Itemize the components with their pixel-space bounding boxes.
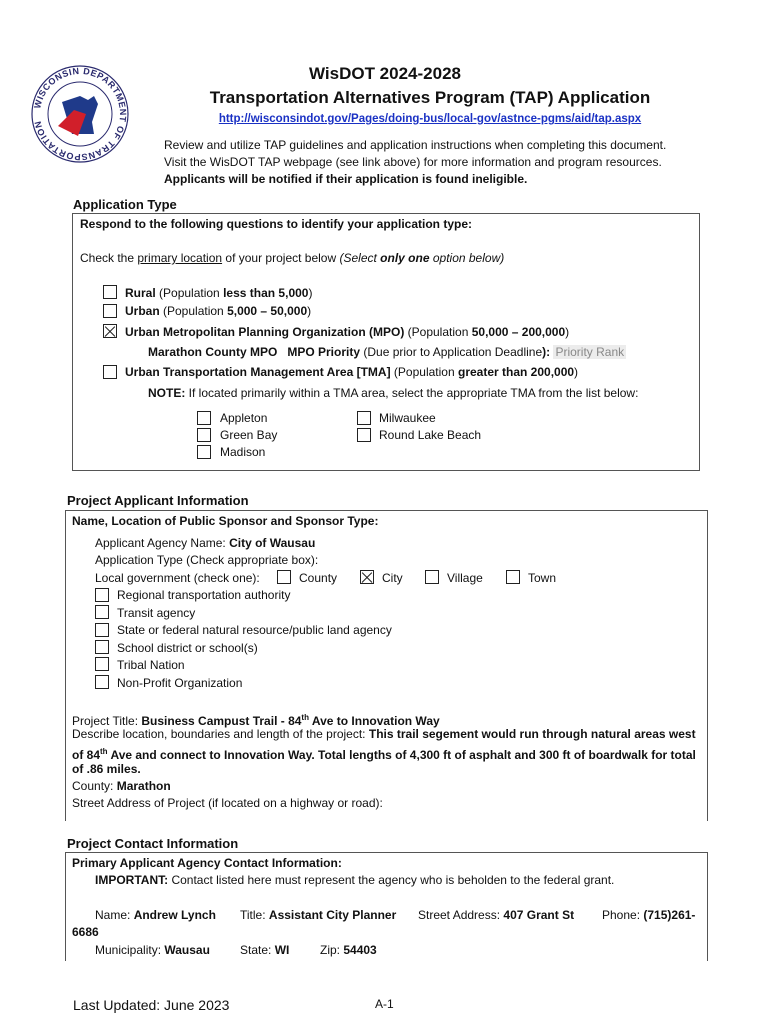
application-type-heading: Application Type [73,197,177,212]
checkbox-city[interactable] [360,570,374,584]
application-type-instruction: Respond to the following questions to identify your application type: [80,217,472,231]
checkbox-regional-transportation-authority[interactable] [95,588,109,602]
last-updated-footer: Last Updated: June 2023 [73,997,230,1013]
checkbox-transit-agency[interactable] [95,605,109,619]
project-contact-subheading: Primary Applicant Agency Contact Information: [72,856,342,870]
contact-zip-line: Zip: 54403 [320,943,377,957]
contact-title-value: Assistant City Planner [268,908,397,922]
village-option-label: Village [447,571,483,585]
page-number: A-1 [375,997,394,1011]
contact-title-line: Title: Assistant City Planner [240,908,397,922]
contact-phone-continuation: 6686 [72,925,99,939]
option-urban-mpo-label: Urban Metropolitan Planning Organization (MPO) (Population 50,000 – 200,000) [125,325,570,339]
priority-rank-field[interactable]: Priority Rank [555,345,625,359]
project-title-line: Project Title: Business Campust Trail - 84th Ave to Innovation Way [72,713,440,728]
checkbox-tma-milwaukee[interactable] [357,411,371,425]
tma-milwaukee-label: Milwaukee [379,411,436,425]
contact-municipality-value: Wausau [164,943,210,957]
option-urban-label: Urban (Population 5,000 – 50,000) [125,304,312,318]
city-option-label: City [382,571,403,585]
checkbox-urban[interactable] [103,304,117,318]
project-title-value: Business Campust Trail - 84th Ave to Innovation Way [141,713,440,728]
checkbox-natural-resource-agency[interactable] [95,623,109,637]
tma-green-bay-label: Green Bay [220,428,278,442]
contact-name-line: Name: Andrew Lynch [95,908,216,922]
checkbox-tma-green-bay[interactable] [197,428,211,442]
town-option-label: Town [528,571,557,585]
contact-zip-value: 54403 [343,943,377,957]
checkbox-rural[interactable] [103,285,117,299]
contact-street-line: Street Address: 407 Grant St [418,908,575,922]
tma-round-lake-beach-label: Round Lake Beach [379,428,482,442]
primary-location-prompt: Check the primary location of your project below (Select only one option below) [80,251,505,265]
checkbox-town[interactable] [506,570,520,584]
checkbox-tma-round-lake-beach[interactable] [357,428,371,442]
important-note: IMPORTANT: Contact listed here must represent the agency who is beholden to the federal grant. [95,873,615,887]
local-gov-label: Local government (check one): [95,571,260,585]
contact-phone-value: (715)261- [643,908,696,922]
natural-resource-agency-label: State or federal natural resource/public land agency [117,623,392,637]
project-description-line-2: of 84th Ave and connect to Innovation Way. Total lengths of 4,300 ft of asphalt and 300 ft of boardwalk for total [72,747,696,762]
school-district-label: School district or school(s) [117,641,258,655]
checkbox-urban-mpo[interactable] [103,324,117,338]
contact-state-line: State: WI [240,943,290,957]
county-line: County: Marathon [72,779,171,793]
checkbox-county[interactable] [277,570,291,584]
county-option-label: County [299,571,338,585]
county-value: Marathon [116,779,171,793]
street-address-project-label: Street Address of Project (if located on a highway or road): [72,796,383,810]
application-type-label: Application Type (Check appropriate box): [95,553,319,567]
project-description-line-1: Describe location, boundaries and length of the project: This trail segement would run through natural areas west [72,727,696,741]
tap-webpage-link[interactable]: http://wisconsindot.gov/Pages/doing-bus/local-gov/astnce-pgms/aid/tap.aspx [218,113,642,125]
checkbox-tma-madison[interactable] [197,445,211,459]
transit-agency-label: Transit agency [117,606,196,620]
project-contact-heading: Project Contact Information [67,836,239,851]
tma-appleton-label: Appleton [220,411,268,425]
agency-name-line: Applicant Agency Name: City of Wausau [95,536,316,550]
option-urban-tma-label: Urban Transportation Management Area [TMA] (Population greater than 200,000) [125,365,579,379]
intro-line-2: Visit the WisDOT TAP webpage (see link above) for more information and program resources. [164,155,662,169]
checkbox-non-profit[interactable] [95,675,109,689]
project-applicant-subheading: Name, Location of Public Sponsor and Sponsor Type: [72,514,379,528]
regional-transportation-authority-label: Regional transportation authority [117,588,291,602]
project-description-line-3: of .86 miles. [72,762,141,776]
logo-ring-text: WISCONSIN DEPARTMENT OF TRANSPORTATION [32,65,129,163]
contact-name-value: Andrew Lynch [133,908,216,922]
checkbox-tma-appleton[interactable] [197,411,211,425]
tma-madison-label: Madison [220,445,266,459]
agency-name-value: City of Wausau [229,536,316,550]
contact-state-value: WI [274,943,290,957]
checkbox-school-district[interactable] [95,640,109,654]
contact-phone-line: Phone: (715)261- [602,908,696,922]
tribal-nation-label: Tribal Nation [117,658,185,672]
tma-note: NOTE: If located primarily within a TMA area, select the appropriate TMA from the list below: [148,386,639,400]
mpo-priority-line: Marathon County MPO MPO Priority (Due prior to Application Deadline): Priority Rank [148,345,625,359]
contact-street-value: 407 Grant St [503,908,575,922]
checkbox-village[interactable] [425,570,439,584]
checkbox-tribal-nation[interactable] [95,657,109,671]
intro-line-3: Applicants will be notified if their application is found ineligible. [164,172,528,186]
checkbox-urban-tma[interactable] [103,365,117,379]
project-applicant-heading: Project Applicant Information [67,493,249,508]
contact-municipality-line: Municipality: Wausau [95,943,210,957]
option-rural-label: Rural (Population less than 5,000) [125,286,313,300]
doc-title-line1: WisDOT 2024-2028 [309,64,461,83]
non-profit-label: Non-Profit Organization [117,676,243,690]
intro-line-1: Review and utilize TAP guidelines and application instructions when completing this document. [164,138,667,152]
doc-title-line2: Transportation Alternatives Program (TAP) Application [209,88,651,107]
